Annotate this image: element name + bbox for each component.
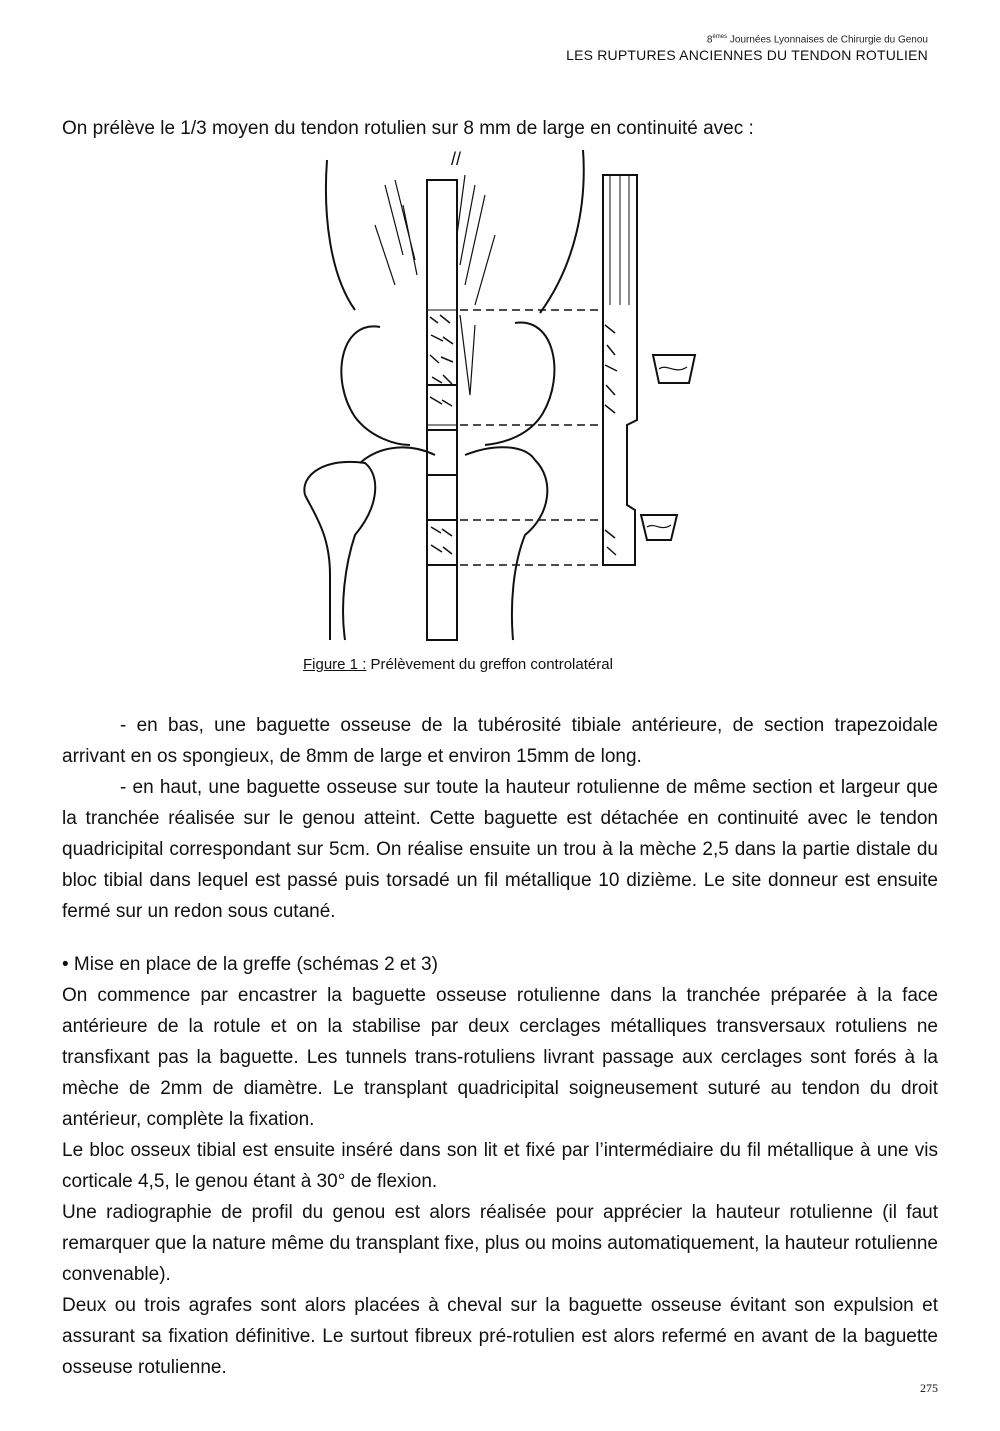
patellar-bone-block bbox=[427, 310, 457, 425]
fibula-line bbox=[305, 495, 330, 640]
intro-sentence: On prélève le 1/3 moyen du tendon rotulien sur 8 mm de large en continuité avec : bbox=[62, 118, 754, 139]
tibia-outline-left bbox=[304, 462, 375, 640]
harvested-tendon-strip bbox=[427, 180, 457, 640]
thigh-outline-left bbox=[326, 160, 355, 310]
section-bullet: • Mise en place de la greffe (schémas 2 et 3) bbox=[62, 954, 438, 975]
condyle-left bbox=[341, 326, 410, 445]
figure-caption bbox=[303, 656, 613, 673]
caption-text: Prélèvement du greffon controlatéral bbox=[366, 656, 613, 673]
caption-label: Figure 1 : bbox=[303, 656, 367, 673]
paragraph: Deux ou trois agrafes sont alors placées à cheval sur la baguette osseuse évitant son expulsion et assurant sa fixation définitive. Le surtout fibreux pré-rotulien est alors refermé en avant de la baguette osseuse rotulienne. bbox=[62, 1295, 938, 1378]
figure-mark: // bbox=[451, 149, 462, 169]
conference-name: 8èmes Journées Lyonnaises de Chirurgie du Genou bbox=[706, 34, 928, 46]
paragraph: On commence par encastrer la baguette osseuse rotulienne dans la tranchée préparée à la face antérieure de la rotule et on la stabilise par deux cerclages métalliques transversaux rotuliens ne transfixant pas la baguette. Les tunnels trans-rotuliens livrant passage aux cerclages sont forés à la mèche de 2mm de diamètre. Le transplant quadricipital soigneusement suturé au tendon du droit antérieur, complète la fixation. bbox=[62, 985, 938, 1130]
body-text bbox=[62, 710, 938, 1383]
running-header bbox=[566, 34, 928, 63]
joint-line-left bbox=[360, 447, 435, 463]
condyle-right bbox=[485, 323, 554, 445]
page-number: 275 bbox=[920, 1381, 938, 1395]
paragraph: - en haut, une baguette osseuse sur toute la hauteur rotulienne de même section et largeur que la tranchée réalisée sur le genou atteint. Cette baguette est détachée en continuité avec le tendon quadricipital correspondant sur 5cm. On réalise ensuite un trou à la mèche 2,5 dans la partie distale du bloc tibial dans lequel est passé puis torsadé un fil métallique 10 dizième. Le site donneur est ensuite fermé sur un redon sous cutané. bbox=[62, 777, 938, 922]
thigh-outline-right bbox=[540, 150, 584, 313]
chapter-title: LES RUPTURES ANCIENNES DU TENDON ROTULIEN bbox=[566, 47, 928, 64]
paragraph: Le bloc osseux tibial est ensuite inséré dans son lit et fixé par l’intermédiaire du fil métallique à une vis corticale 4,5, le genou étant à 30° de flexion. bbox=[62, 1140, 938, 1192]
dashed-guides bbox=[460, 310, 603, 565]
joint-line-right bbox=[465, 447, 535, 460]
tibia-outline-right bbox=[512, 460, 547, 640]
paragraph: - en bas, une baguette osseuse de la tubérosité tibiale antérieure, de section trapezoidale arrivant en os spongieux, de 8mm de large et environ 15mm de long. bbox=[62, 715, 938, 767]
knee-graft-illustration bbox=[285, 145, 715, 645]
paragraph: Une radiographie de profil du genou est alors réalisée pour apprécier la hauteur rotulienne (il faut remarquer que la nature même du transplant fixe, plus ou moins automatiquement, la hauteur rotulienne convenable). bbox=[62, 1202, 938, 1285]
muscle-fibres bbox=[375, 175, 495, 395]
